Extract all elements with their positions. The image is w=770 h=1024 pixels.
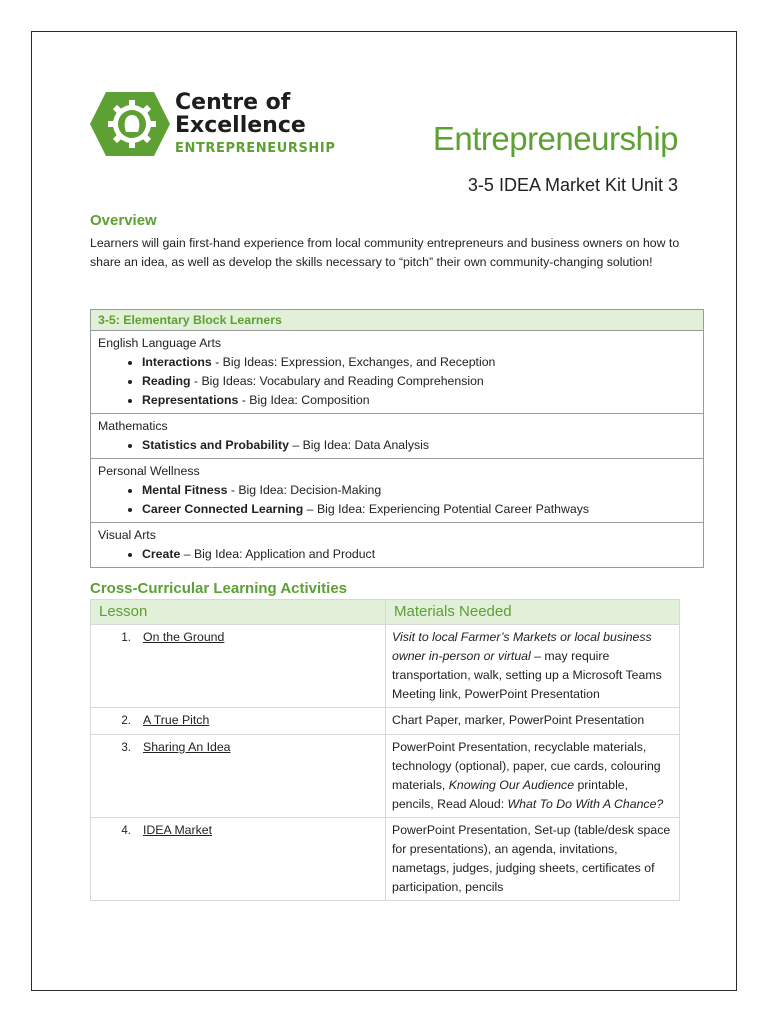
item-title: Reading <box>142 374 191 388</box>
item-title: Career Connected Learning <box>142 502 304 516</box>
logo-line-3: ENTREPRENEURSHIP <box>175 141 336 156</box>
materials-italic: What To Do With A Chance? <box>507 797 664 811</box>
item-desc: – Big Idea: Experiencing Potential Career Pathways <box>303 502 589 516</box>
item-desc: - Big Idea: Composition <box>238 393 370 407</box>
table-row <box>91 708 680 735</box>
materials-cell <box>386 625 680 708</box>
subject-cell <box>91 414 704 459</box>
subject-item <box>142 545 696 564</box>
page-title: Entrepreneurship <box>432 120 678 157</box>
activities-table <box>90 599 680 901</box>
logo-line-1: Centre of <box>175 90 291 115</box>
curriculum-table <box>90 309 704 568</box>
curriculum-table-header: 3-5: Elementary Block Learners <box>91 310 704 331</box>
lesson-cell <box>91 818 386 901</box>
subject-item <box>142 500 696 519</box>
item-title: Statistics and Probability <box>142 438 289 452</box>
subject-cell <box>91 331 704 414</box>
item-title: Create <box>142 547 181 561</box>
materials-italic: Knowing Our Audience <box>448 778 575 792</box>
materials-cell <box>386 708 680 735</box>
item-title: Representations <box>142 393 239 407</box>
lesson-number: 4. <box>121 825 131 837</box>
subject-cell <box>91 523 704 568</box>
subject-item <box>142 436 696 455</box>
materials-text: printable, pencils, Read Aloud: <box>392 778 629 811</box>
table-row <box>91 735 680 818</box>
materials-text: PowerPoint Presentation, recyclable materials, technology (optional), paper, cue cards, colouring materials, <box>392 740 661 792</box>
subject-name: Personal Wellness <box>98 464 200 478</box>
lesson-number: 1. <box>121 632 131 644</box>
materials-cell <box>386 818 680 901</box>
materials-text: – may require transportation, walk, setting up a Microsoft Teams Meeting link, PowerPoint Presentation <box>392 649 662 701</box>
gear-head-icon <box>90 90 170 158</box>
table-row <box>91 625 680 708</box>
item-title: Interactions <box>142 355 212 369</box>
materials-text: Chart Paper, marker, PowerPoint Presentation <box>392 713 645 727</box>
lesson-link[interactable]: IDEA Market <box>143 823 213 837</box>
materials-text: PowerPoint Presentation, Set-up (table/desk space for presentations), an agenda, invitations, nametags, judges, judging sheets, certificates of participation, pencils <box>392 823 671 894</box>
subject-item <box>142 353 696 372</box>
lesson-link[interactable]: A True Pitch <box>143 713 210 727</box>
centre-of-excellence-logo <box>90 90 350 160</box>
materials-italic: Visit to local Farmer’s Markets or local business owner in-person or virtual <box>392 630 652 663</box>
lesson-column-header: Lesson <box>91 600 386 625</box>
lesson-cell <box>91 708 386 735</box>
activities-heading: Cross-Curricular Learning Activities <box>90 580 348 597</box>
item-desc: - Big Idea: Decision-Making <box>227 483 382 497</box>
lesson-cell <box>91 735 386 818</box>
lesson-link[interactable]: Sharing An Idea <box>143 740 231 754</box>
overview-heading: Overview <box>90 212 157 229</box>
subject-name: English Language Arts <box>98 336 222 350</box>
table-row <box>91 818 680 901</box>
materials-column-header: Materials Needed <box>386 600 680 625</box>
lesson-number: 3. <box>121 742 131 754</box>
item-desc: - Big Ideas: Vocabulary and Reading Comprehension <box>190 374 484 388</box>
overview-text: Learners will gain first-hand experience from local community entrepreneurs and business owners on how to share an idea, as well as develop the skills necessary to “pitch” their own community-changing solution! <box>90 236 680 270</box>
subject-item <box>142 391 696 410</box>
lesson-link[interactable]: On the Ground <box>143 630 225 644</box>
lesson-number: 2. <box>121 715 131 727</box>
subject-name: Visual Arts <box>98 528 156 542</box>
subject-item <box>142 481 696 500</box>
item-desc: – Big Idea: Data Analysis <box>288 438 430 452</box>
page-subtitle: 3-5 IDEA Market Kit Unit 3 <box>467 175 678 195</box>
logo-line-2: Excellence <box>175 113 306 138</box>
subject-cell <box>91 459 704 523</box>
item-desc: - Big Ideas: Expression, Exchanges, and Reception <box>211 355 496 369</box>
item-title: Mental Fitness <box>142 483 228 497</box>
item-desc: – Big Idea: Application and Product <box>180 547 376 561</box>
materials-cell <box>386 735 680 818</box>
subject-name: Mathematics <box>98 419 168 433</box>
subject-item <box>142 372 696 391</box>
lesson-cell <box>91 625 386 708</box>
